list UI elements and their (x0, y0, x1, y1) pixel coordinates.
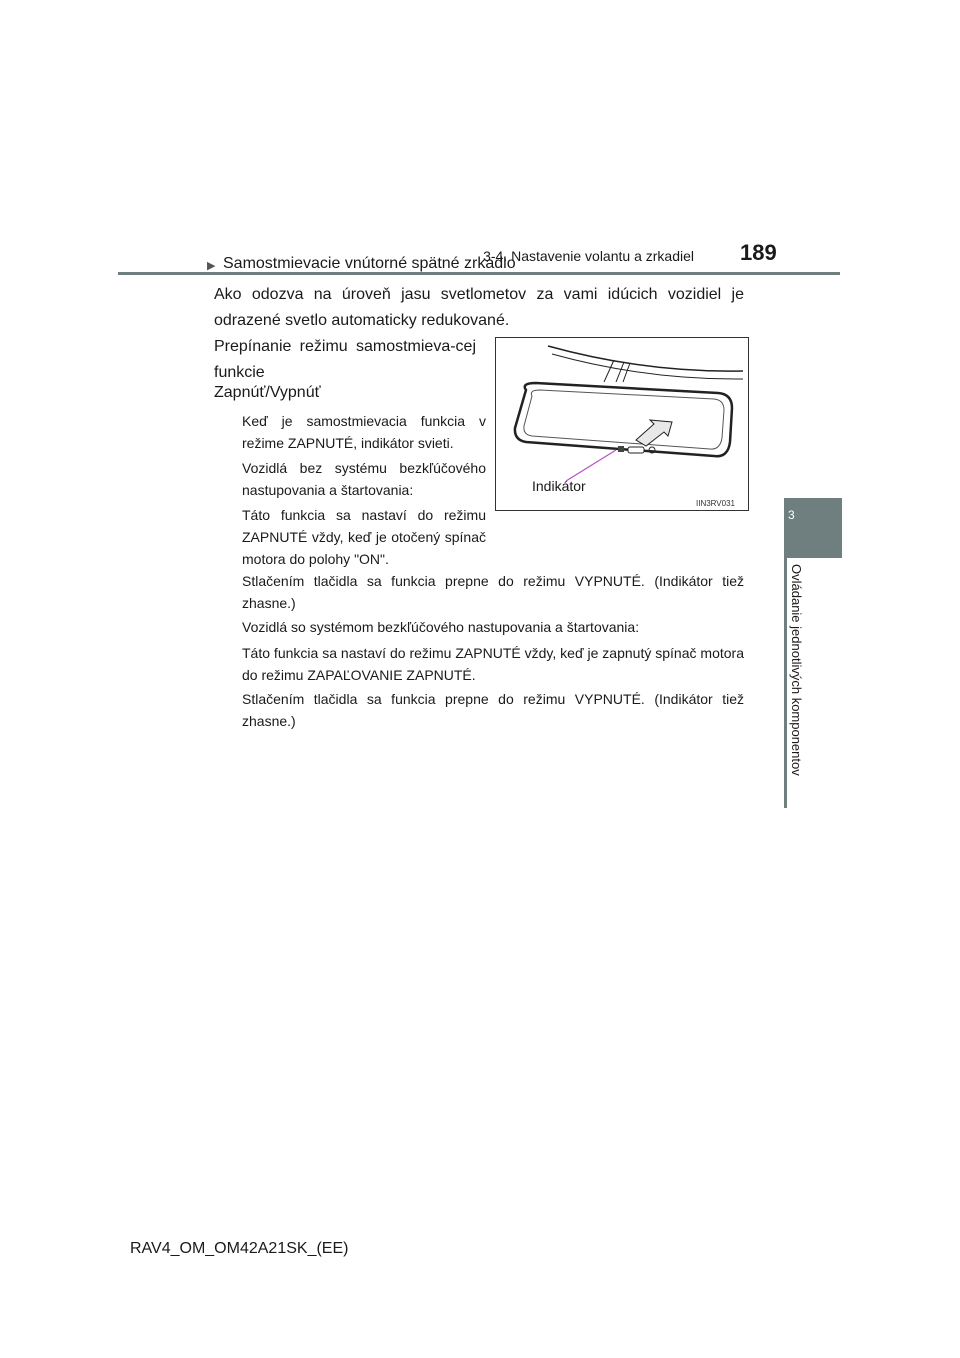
chapter-tab (784, 498, 842, 558)
indicator-lamp-icon (618, 446, 624, 452)
intro-paragraph: Ako odozva na úroveň jasu svetlometov za vami idúcich vozidiel je odrazené svetlo automaticky redukované. (214, 286, 744, 329)
chapter-title: Ovládanie jednotlivých komponentov (789, 564, 804, 776)
paragraph-ignition-on: Táto funkcia sa nastaví do režimu ZAPNUTÉ vždy, keď je zapnutý spínač motora do režimu ZAPAĽOVANIE ZAPNUTÉ. (242, 645, 744, 683)
chapter-number: 3 (788, 508, 795, 522)
function-name: Prepínanie režimu samostmieva-cej funkcie (214, 338, 476, 381)
paragraph-with-smart-key: Vozidlá so systémom bezkľúčového nastupovania a štartovania: (242, 619, 640, 635)
on-off-label: Zapnúť/Vypnúť (214, 384, 321, 401)
callout-line (566, 450, 616, 481)
paragraph-press-button-2: Stlačením tlačidla sa funkcia prepne do režimu VYPNUTÉ. (Indikátor tiež zhasne.) (242, 691, 744, 729)
paragraph-indicator: Keď je samostmievacia funkcia v režime ZAPNUTÉ, indikátor svieti. (242, 413, 486, 451)
figure-code: IIN3RV031 (696, 499, 735, 508)
paragraph-without-smart-key: Vozidlá bez systému bezkľúčového nastupovania a štartovania: (242, 460, 486, 498)
mirror-button-icon (628, 447, 644, 453)
section-heading-text: Samostmievacie vnútorné spätné zrkadlo (223, 255, 516, 272)
chapter-title-container (787, 562, 807, 808)
document-id: RAV4_OM_OM42A21SK_(EE) (130, 1240, 349, 1257)
triangle-bullet-icon: ▶ (207, 260, 216, 272)
header-section-title: 3-4. Nastavenie volantu a zrkadiel (483, 248, 694, 264)
indicator-callout-label: Indikátor (532, 478, 586, 494)
paragraph-press-button-1: Stlačením tlačidla sa funkcia prepne do režimu VYPNUTÉ. (Indikátor tiež zhasne.) (242, 573, 744, 611)
section-heading (207, 255, 516, 273)
paragraph-on-position: Táto funkcia sa nastaví do režimu ZAPNUTÉ vždy, keď je otočený spínač motora do polohy "ON". (242, 507, 486, 567)
page-number: 189 (740, 240, 777, 265)
